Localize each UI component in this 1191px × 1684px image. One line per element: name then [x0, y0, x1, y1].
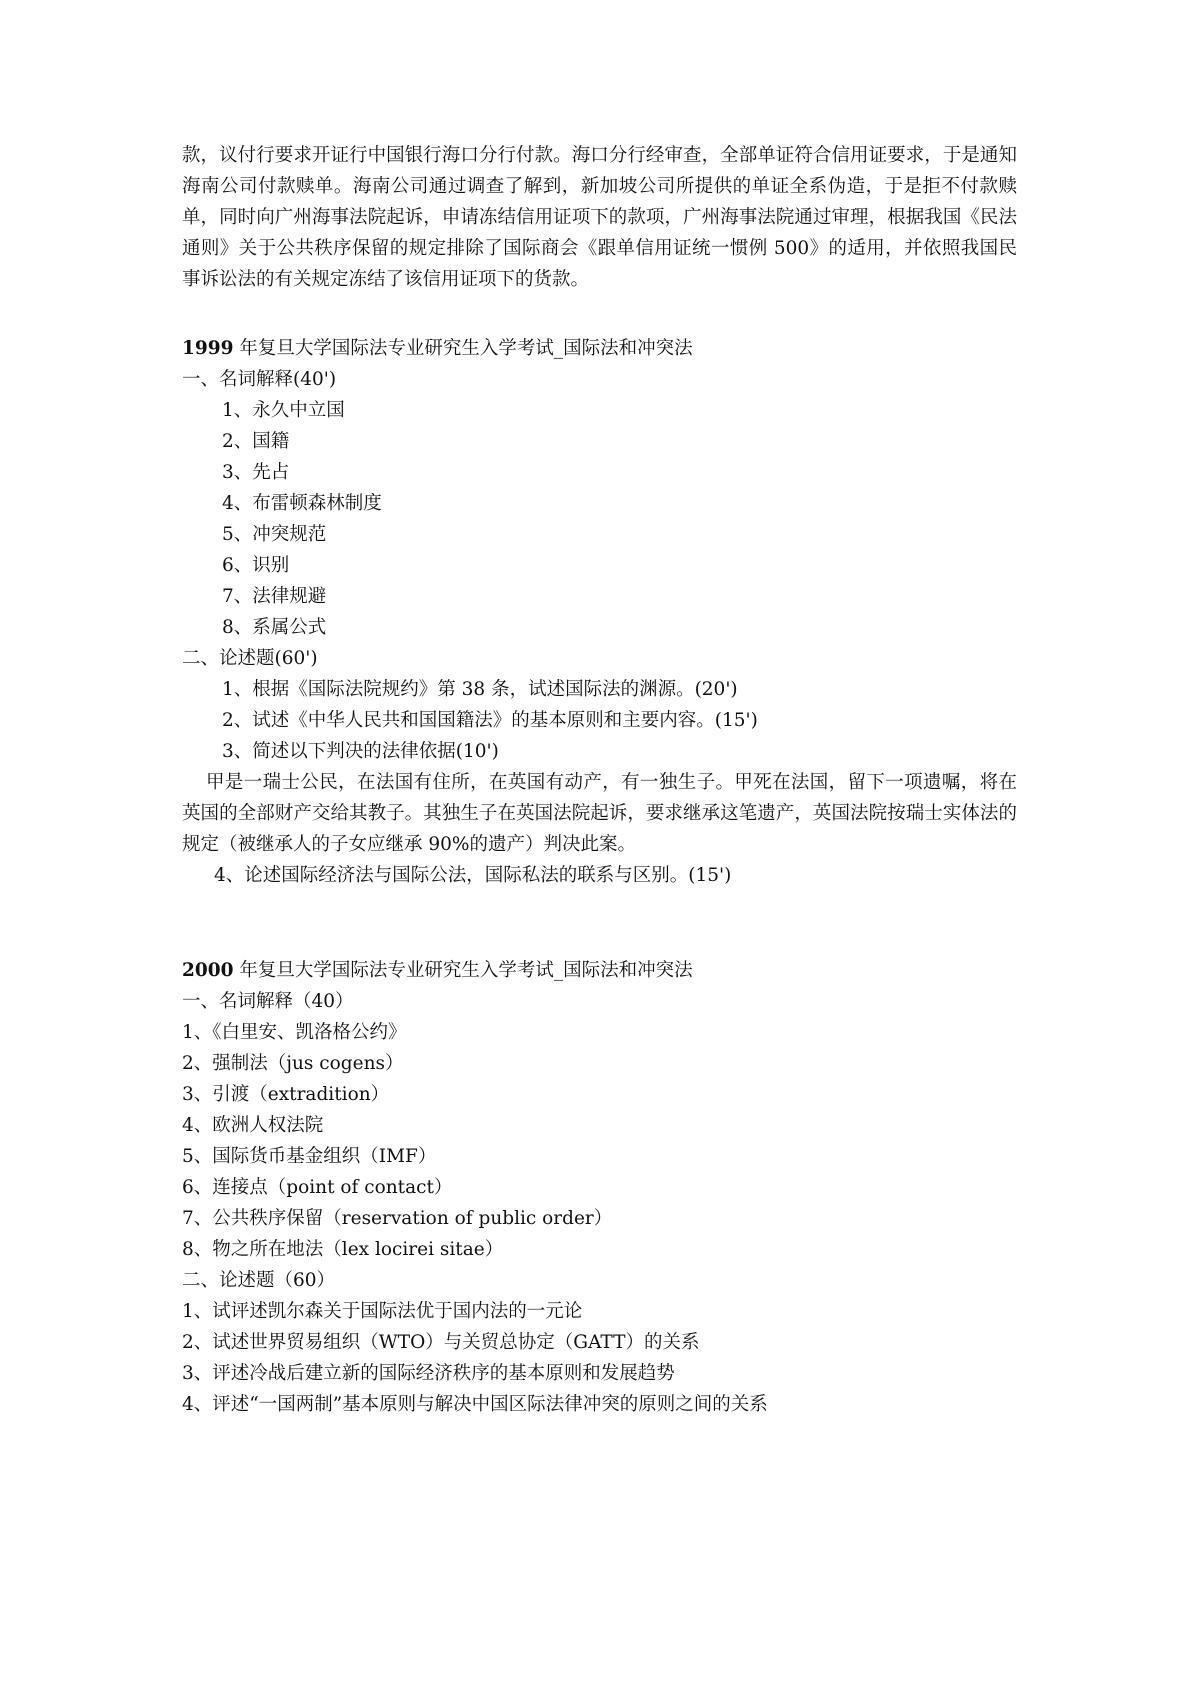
list-item: 1、《白里安、凯洛格公约》 [182, 1022, 407, 1043]
list-item: 4、欧洲人权法院 [182, 1115, 324, 1136]
list-item: 2、试述世界贸易组织（WTO）与关贸总协定（GATT）的关系 [182, 1332, 700, 1353]
list-item: 3、先占 [222, 462, 290, 483]
list-item: 8、系属公式 [222, 617, 327, 638]
list-item: 1、永久中立国 [222, 400, 345, 421]
list-item: 3、引渡（extradition） [182, 1084, 390, 1105]
part2-heading: 二、论述题(60') [182, 648, 318, 669]
list-item: 8、物之所在地法（lex locirei sitae） [182, 1239, 504, 1260]
exam-1999-section [182, 333, 1017, 891]
list-item: 7、法律规避 [222, 586, 327, 607]
exam-1999-year: 1999 [182, 338, 234, 359]
list-item: 7、公共秩序保留（reservation of public order） [182, 1208, 613, 1229]
list-item: 3、简述以下判决的法律依据(10') [222, 741, 499, 762]
part1-heading: 一、名词解释(40') [182, 369, 337, 390]
part1-heading: 一、名词解释（40） [182, 991, 354, 1012]
part2-heading: 二、论述题（60） [182, 1270, 336, 1291]
list-item: 6、识别 [222, 555, 290, 576]
list-item: 1、根据《国际法院规约》第 38 条，试述国际法的渊源。(20') [222, 679, 738, 700]
exam-1999-title-text: 年复旦大学国际法专业研究生入学考试_国际法和冲突法 [233, 338, 693, 359]
exam-1999-title [182, 333, 1017, 364]
exam-2000-title [182, 955, 1017, 986]
case-paragraph: 甲是一瑞士公民，在法国有住所，在英国有动产，有一独生子。甲死在法国，留下一项遗嘱，将在英国的全部财产交给其教子。其独生子在英国法院起诉，要求继承这笔遗产，英国法院按瑞士实体法的规定（被继承人的子女应继承 90%的遗产）判决此案。 [182, 772, 1017, 855]
intro-paragraph [182, 140, 1017, 295]
list-item: 2、试述《中华人民共和国国籍法》的基本原则和主要内容。(15') [222, 710, 758, 731]
exam-2000-title-text: 年复旦大学国际法专业研究生入学考试_国际法和冲突法 [233, 960, 693, 981]
list-item: 4、论述国际经济法与国际公法，国际私法的联系与区别。(15') [214, 865, 732, 886]
list-item: 5、冲突规范 [222, 524, 327, 545]
intro-text: 款，议付行要求开证行中国银行海口分行付款。海口分行经审查，全部单证符合信用证要求，于是通知海南公司付款赎单。海南公司通过调查了解到，新加坡公司所提供的单证全系伪造，于是拒不付款赎单，同时向广州海事法院起诉，申请冻结信用证项下的款项，广州海事法院通过审理，根据我国《民法通则》关于公共秩序保留的规定排除了国际商会《跟单信用证统一惯例 500》的适用，并依照我国民事诉讼法的有关规定冻结了该信用证项下的货款。 [182, 145, 1017, 290]
list-item: 4、布雷顿森林制度 [222, 493, 382, 514]
exam-2000-section [182, 955, 1017, 1420]
list-item: 3、评述冷战后建立新的国际经济秩序的基本原则和发展趋势 [182, 1363, 675, 1384]
list-item: 2、强制法（jus cogens） [182, 1053, 404, 1074]
list-item: 4、评述“一国两制”基本原则与解决中国区际法律冲突的原则之间的关系 [182, 1394, 768, 1415]
list-item: 1、试评述凯尔森关于国际法优于国内法的一元论 [182, 1301, 583, 1322]
list-item: 2、国籍 [222, 431, 290, 452]
list-item: 6、连接点（point of contact） [182, 1177, 453, 1198]
list-item: 5、国际货币基金组织（IMF） [182, 1146, 437, 1167]
exam-2000-year: 2000 [182, 960, 234, 981]
